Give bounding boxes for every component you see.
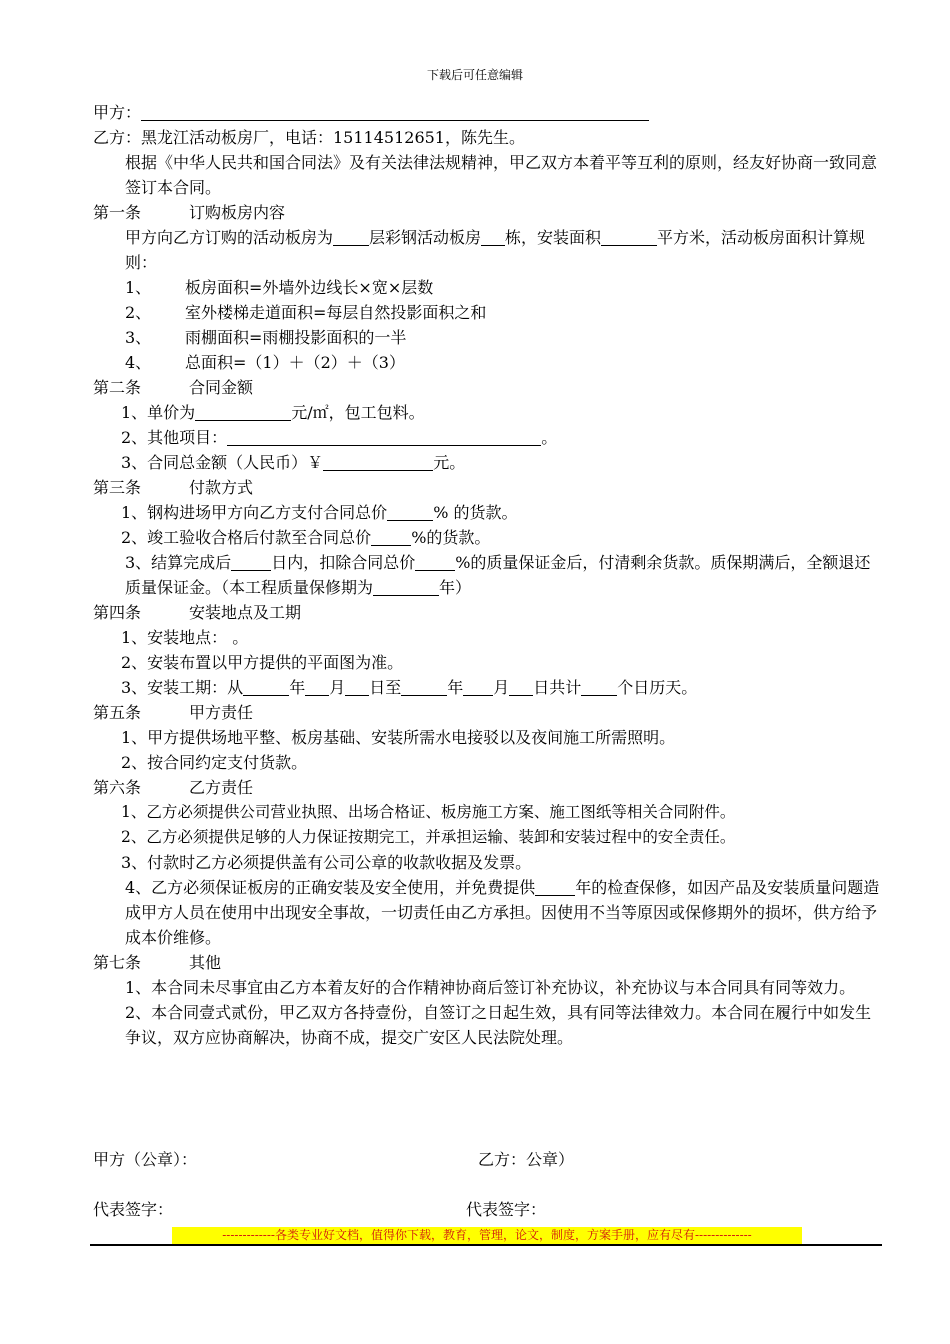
party-a-duty-1: 1、甲方提供场地平整、板房基础、安装所需水电接驳以及夜间施工所需照明。 — [121, 728, 676, 747]
party-b-duty-1: 1、乙方必须提供公司营业执照、出场合格证、板房施工方案、施工图纸等相关合同附件。 — [121, 803, 736, 821]
article-1-item: 2、 室外楼梯走道面积=每层自然投影面积之和 — [125, 303, 487, 322]
retention-pct-blank[interactable] — [415, 554, 455, 571]
article-1-item: 3、 雨棚面积=雨棚投影面积的一半 — [125, 328, 407, 347]
other-clause-1: 1、本合同未尽事宜由乙方本着友好的合作精神协商后签订补充协议，补充协议与本合同具有同等效力。 — [125, 978, 856, 997]
payment-line-1: 1、钢构进场甲方向乙方支付合同总价 % 的货款。 — [121, 503, 518, 522]
party-b-duty-2: 2、乙方必须提供足够的人力保证按期完工，并承担运输、装卸和安装过程中的安全责任。 — [121, 828, 736, 846]
settlement-days-blank[interactable] — [231, 554, 271, 571]
article-1-item: 4、 总面积=（1）＋（2）＋（3） — [125, 353, 405, 372]
party-b-representative-label: 代表签字： — [466, 1200, 547, 1219]
end-month-blank[interactable] — [463, 679, 493, 696]
floors-blank[interactable] — [333, 229, 369, 246]
install-layout-line: 2、安装布置以甲方提供的平面图为准。 — [121, 653, 404, 672]
party-b-seal-label: 乙方：公章） — [478, 1150, 575, 1169]
free-warranty-years-blank[interactable] — [535, 879, 575, 896]
warranty-years-blank[interactable] — [373, 579, 439, 596]
other-clause-2: 2、本合同壹式贰份，甲乙双方各持壹份，自签订之日起生效，具有同等法律效力。本合同在履行中如发生争议，双方应协商解决，协商不成，提交广安区人民法院处理。 — [125, 1003, 872, 1047]
party-a-label: 甲方： — [93, 103, 142, 122]
party-b-duty-4: 4、乙方必须保证板房的正确安装及安全使用，并免费提供 年的检查保修，如因产品及安装质量问题造成甲方人员在使用中出现安全事故，一切责任由乙方承担。因使用不当等原因或保修期外的损坏，供方给予成本价维修。 — [125, 878, 880, 947]
party-a-duty-2: 2、按合同约定支付货款。 — [121, 753, 308, 772]
header-note: 下载后可任意编辑 — [426, 68, 523, 82]
article-3-title: 第三条 付款方式 — [93, 478, 254, 497]
end-year-blank[interactable] — [401, 679, 447, 696]
article-1-title: 第一条 订购板房内容 — [93, 203, 286, 222]
install-location-line: 1、安装地点： 。 — [121, 628, 249, 647]
party-a-seal-label: 甲方（公章）： — [93, 1150, 198, 1169]
intro-paragraph: 根据《中华人民共和国合同法》及有关法律法规精神，甲乙双方本着平等互利的原则，经友好协商一致同意签订本合同。 — [125, 153, 878, 197]
other-items-line: 2、其他项目： 。 — [121, 428, 558, 447]
total-amount-blank[interactable] — [323, 454, 433, 471]
end-day-blank[interactable] — [509, 679, 533, 696]
area-blank[interactable] — [601, 229, 657, 246]
article-7-title: 第七条 其他 — [93, 953, 222, 972]
total-amount-line: 3、合同总金额（人民币）￥ 元。 — [121, 453, 466, 472]
payment-line-2: 2、竣工验收合格后付款至合同总价 %的货款。 — [121, 528, 491, 547]
article-5-title: 第五条 甲方责任 — [93, 703, 254, 722]
other-items-blank[interactable] — [227, 429, 541, 446]
footer-divider — [90, 1244, 882, 1246]
article-6-title: 第六条 乙方责任 — [93, 778, 254, 797]
footer-banner: -------------各类专业好文档，值得你下载，教育，管理，论文，制度，方案手册，应有尽有-------------- — [172, 1227, 802, 1244]
buildings-blank[interactable] — [481, 229, 505, 246]
article-1-item: 1、 板房面积=外墙外边线长×宽×层数 — [125, 278, 434, 297]
unit-price-line: 1、单价为 元/㎡，包工包料。 — [121, 403, 425, 422]
payment-line-3: 3、结算完成后 日内，扣除合同总价 %的质量保证金后，付清剩余货款。质保期满后，全额退还质量保证金。（本工程质量保修期为 年） — [125, 553, 871, 597]
unit-price-blank[interactable] — [195, 404, 291, 421]
install-period-line: 3、安装工期：从 年 月 日至 年 月 日共计 个日历天。 — [121, 678, 698, 697]
party-b-line: 乙方：黑龙江活动板房厂，电话：15114512651，陈先生。 — [93, 128, 525, 147]
party-b-duty-3: 3、付款时乙方必须提供盖有公司公章的收款收据及发票。 — [121, 853, 532, 872]
contract-body — [93, 100, 883, 1050]
party-a-representative-label: 代表签字： — [93, 1200, 174, 1219]
start-month-blank[interactable] — [305, 679, 329, 696]
payment-pct-1-blank[interactable] — [387, 504, 433, 521]
article-4-title: 第四条 安装地点及工期 — [93, 603, 302, 622]
article-1-paragraph: 甲方向乙方订购的活动板房为 层彩钢活动板房 栋，安装面积 平方米，活动板房面积计算规则： — [125, 228, 866, 272]
payment-pct-2-blank[interactable] — [371, 529, 411, 546]
article-2-title: 第二条 合同金额 — [93, 378, 254, 397]
total-days-blank[interactable] — [581, 679, 617, 696]
start-day-blank[interactable] — [345, 679, 369, 696]
start-year-blank[interactable] — [243, 679, 289, 696]
party-a-line — [93, 100, 883, 125]
party-a-blank[interactable] — [141, 104, 649, 121]
